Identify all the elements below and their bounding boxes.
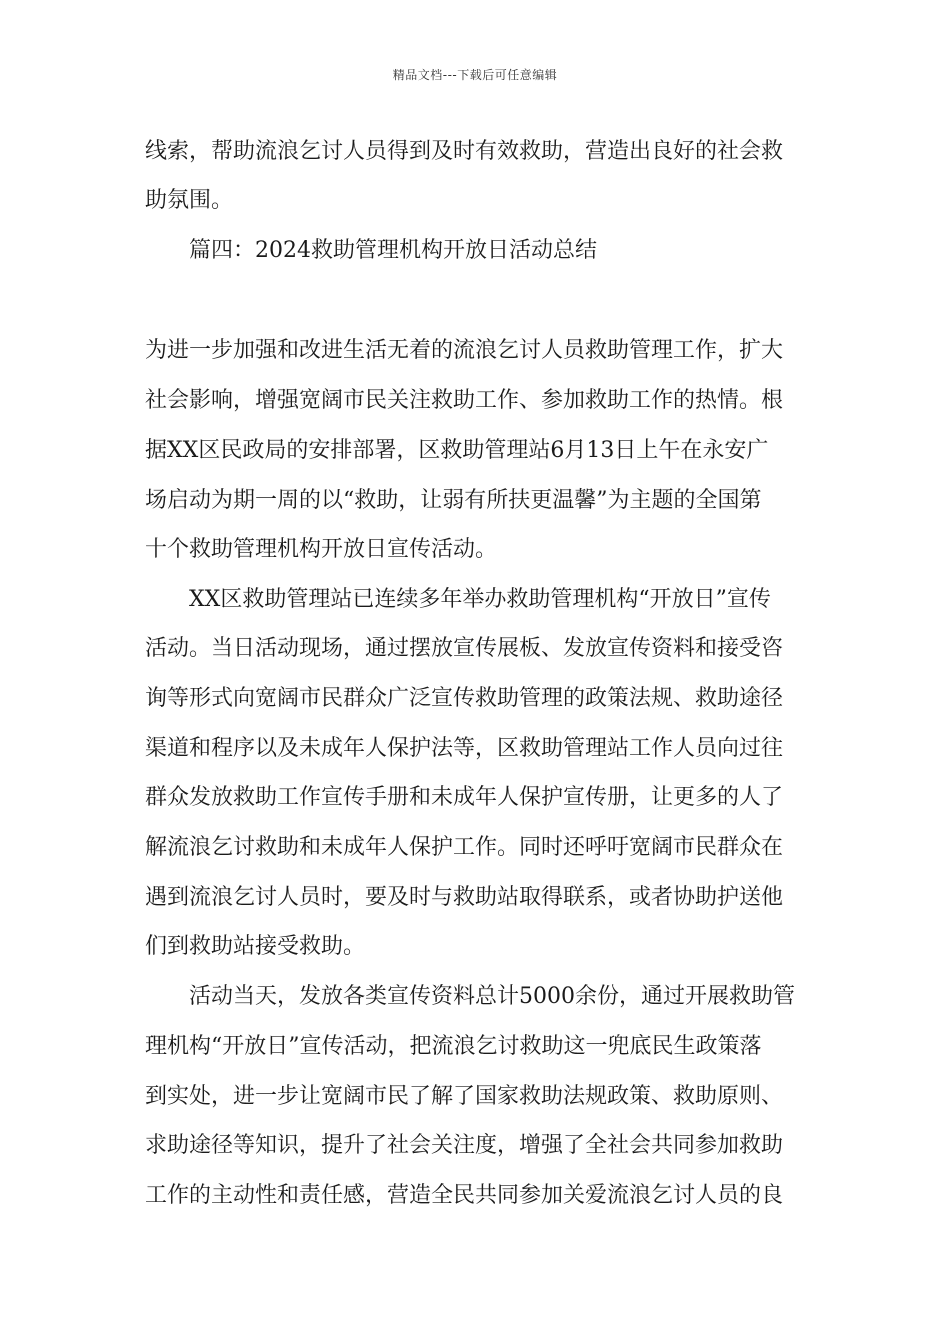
text-line: 群众发放救助工作宣传手册和未成年人保护宣传册，让更多的人了 <box>145 785 784 810</box>
text-line: 线索，帮助流浪乞讨人员得到及时有效救助，营造出良好的社会救 <box>145 139 784 164</box>
text-line: 遇到流浪乞讨人员时，要及时与救助站取得联系，或者协助护送他 <box>145 885 784 910</box>
text-line: 理机构“开放日”宣传活动，把流浪乞讨救助这一兜底民生政策落 <box>145 1034 762 1059</box>
text-line: 询等形式向宽阔市民群众广泛宣传救助管理的政策法规、救助途径 <box>145 686 784 711</box>
text-line: 场启动为期一周的以“救助，让弱有所扶更温馨”为主题的全国第 <box>145 488 762 513</box>
text-line: 助氛围。 <box>145 188 234 213</box>
text-line: 们到救助站接受救助。 <box>145 934 366 959</box>
section-heading: 篇四：2024救助管理机构开放日活动总结 <box>189 238 597 263</box>
text-line: 工作的主动性和责任感，营造全民共同参加关爱流浪乞讨人员的良 <box>145 1183 784 1208</box>
text-line: 据XX区民政局的安排部署，区救助管理站6月13日上午在永安广 <box>145 438 769 463</box>
page-header: 精品文档---下载后可任意编辑 <box>392 68 558 82</box>
text-line: XX区救助管理站已连续多年举办救助管理机构“开放日”宣传 <box>189 587 771 612</box>
text-line: 求助途径等知识，提升了社会关注度，增强了全社会共同参加救助 <box>145 1133 784 1158</box>
text-line: 十个救助管理机构开放日宣传活动。 <box>145 537 498 562</box>
text-line: 活动当天，发放各类宣传资料总计5000余份，通过开展救助管 <box>189 984 795 1009</box>
text-line: 解流浪乞讨救助和未成年人保护工作。同时还呼吁宽阔市民群众在 <box>145 835 784 860</box>
text-line: 渠道和程序以及未成年人保护法等，区救助管理站工作人员向过往 <box>145 736 784 761</box>
text-line: 到实处，进一步让宽阔市民了解了国家救助法规政策、救助原则、 <box>145 1084 784 1109</box>
text-line: 为进一步加强和改进生活无着的流浪乞讨人员救助管理工作，扩大 <box>145 338 784 363</box>
text-line: 活动。当日活动现场，通过摆放宣传展板、发放宣传资料和接受咨 <box>145 636 784 661</box>
text-line: 社会影响，增强宽阔市民关注救助工作、参加救助工作的热情。根 <box>145 388 784 413</box>
